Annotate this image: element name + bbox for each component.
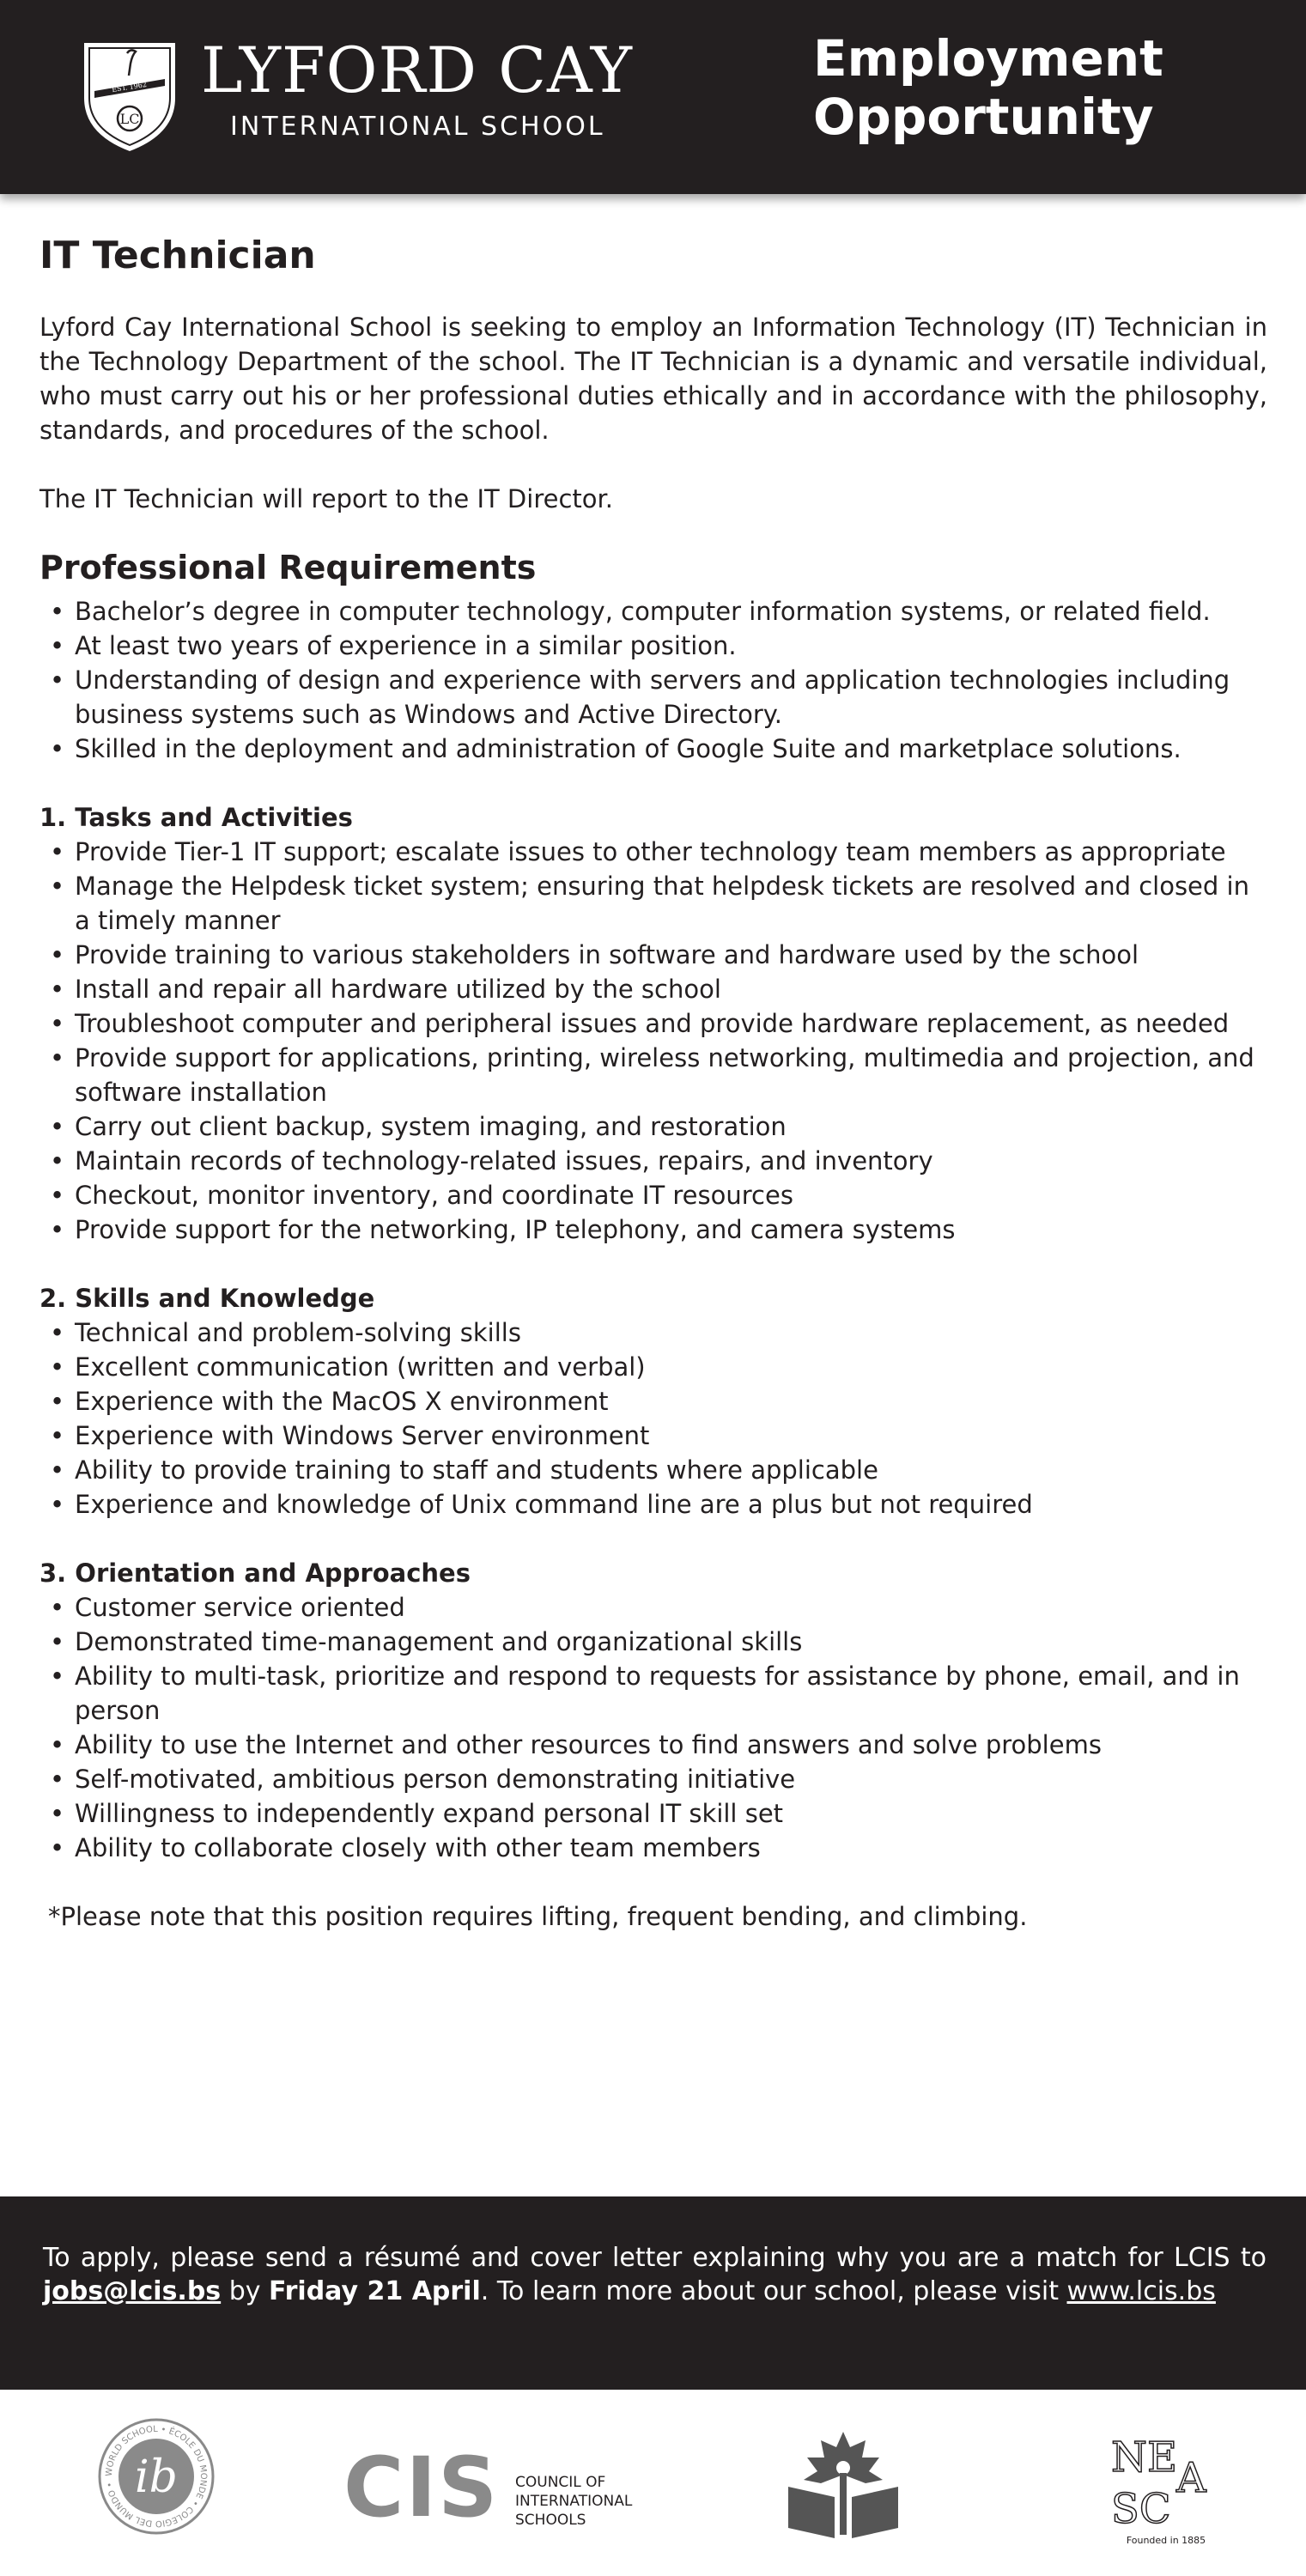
- list-item: • Ability to use the Internet and other resources to find answers and solve problems: [46, 1728, 1267, 1762]
- list-item: • Willingness to independently expand personal IT skill set: [46, 1796, 1267, 1831]
- list-item: • Checkout, monitor inventory, and coordinate IT resources: [46, 1178, 1267, 1212]
- list-item: • Provide training to various stakeholders in software and hardware used by the school: [46, 938, 1267, 972]
- school-name: LYFORD CAY: [201, 34, 633, 107]
- job-title: IT Technician: [39, 234, 316, 277]
- ib-ring-text: WORLD SCHOOL • ÉCOLE DU MONDE • COLEGIO DEL MUNDO •: [104, 2424, 209, 2529]
- deadline: Friday 21 April: [269, 2276, 481, 2306]
- crest-monogram: LC: [119, 111, 140, 127]
- list-item: • Provide Tier-1 IT support; escalate issues to other technology team members as appropriate: [46, 835, 1267, 869]
- job-description: [39, 234, 1267, 1934]
- requirements-heading: Professional Requirements: [39, 548, 537, 586]
- list-item: • Experience with the MacOS X environment: [46, 1384, 1267, 1419]
- skills-list: [39, 1315, 1267, 1522]
- apply-text-part2: by: [221, 2276, 270, 2306]
- email-link[interactable]: jobs@lcis.bs: [43, 2276, 222, 2306]
- list-item: • Customer service oriented: [46, 1590, 1267, 1625]
- header-title: [813, 29, 1260, 147]
- header-title-line1: Employment: [813, 29, 1163, 88]
- list-item: • Experience and knowledge of Unix command line are a plus but not required: [46, 1487, 1267, 1522]
- neasc-founded-text: Founded in 1885: [1126, 2535, 1206, 2546]
- cis-text-line3: SCHOOLS: [515, 2512, 586, 2529]
- intro-paragraph: Lyford Cay International School is seeking to employ an Information Technology (IT) Technician in the Technology Department of the school. The IT Technician is a dynamic and versatile individual, who must carry out his or her professional duties ethically and in accordance with the philosophy, standards, and procedures of the school.: [39, 312, 1267, 445]
- list-item: • Understanding of design and experience with servers and application technologies including business systems such as Windows and Active Directory.: [46, 663, 1267, 732]
- ib-world-school-logo: [96, 2416, 216, 2537]
- neasc-a-letter: A: [1176, 2454, 1206, 2502]
- header-banner: [0, 0, 1306, 194]
- neasc-logo: [1106, 2421, 1226, 2550]
- tasks-heading: 1. Tasks and Activities: [39, 803, 353, 833]
- tree-book-logo: [783, 2423, 903, 2543]
- skills-heading: 2. Skills and Knowledge: [39, 1284, 375, 1314]
- apply-text: [43, 2241, 1267, 2308]
- crest-est-text: EST. 1962: [111, 80, 148, 94]
- list-item: • Maintain records of technology-related issues, repairs, and inventory: [46, 1144, 1267, 1178]
- apply-text-part1: To apply, please send a résumé and cover letter explaining why you are a match for LCIS to: [43, 2243, 1267, 2273]
- list-item: • Carry out client backup, system imaging, and restoration: [46, 1109, 1267, 1144]
- cis-text-line2: INTERNATIONAL: [515, 2493, 633, 2510]
- list-item: • Provide support for applications, printing, wireless networking, multimedia and projection, and software installation: [46, 1041, 1267, 1109]
- list-item: • Ability to collaborate closely with other team members: [46, 1831, 1267, 1865]
- header-title-line2: Opportunity: [813, 88, 1154, 147]
- list-item: • Troubleshoot computer and peripheral issues and provide hardware replacement, as needed: [46, 1006, 1267, 1041]
- apply-banner: [0, 2196, 1306, 2390]
- school-crest-logo: [79, 38, 180, 155]
- website-link[interactable]: www.lcis.bs: [1066, 2276, 1216, 2306]
- list-item: • Self-motivated, ambitious person demonstrating initiative: [46, 1762, 1267, 1796]
- list-item: • At least two years of experience in a similar position.: [46, 629, 1267, 663]
- apply-text-part3: . To learn more about our school, please visit: [480, 2276, 1067, 2306]
- list-item: • Experience with Windows Server environment: [46, 1419, 1267, 1453]
- tasks-list: [39, 835, 1267, 1247]
- list-item: • Bachelor’s degree in computer technology, computer information systems, or related field.: [46, 594, 1267, 629]
- list-item: • Ability to provide training to staff and students where applicable: [46, 1453, 1267, 1487]
- neasc-top-letters: NE: [1111, 2433, 1178, 2482]
- orientation-list: [39, 1590, 1267, 1865]
- reports-to-paragraph: The IT Technician will report to the IT Director.: [39, 483, 613, 513]
- list-item: • Excellent communication (written and verbal): [46, 1350, 1267, 1384]
- neasc-bottom-letters: SC: [1111, 2485, 1171, 2533]
- requirements-list: [39, 594, 1267, 766]
- ib-letters: ib: [135, 2451, 178, 2503]
- physical-requirements-note: *Please note that this position requires lifting, frequent bending, and climbing.: [48, 1902, 1028, 1932]
- school-subtitle: INTERNATIONAL SCHOOL: [230, 112, 605, 142]
- cis-letters: CIS: [343, 2447, 500, 2536]
- list-item: • Skilled in the deployment and administration of Google Suite and marketplace solutions.: [46, 732, 1267, 766]
- list-item: • Install and repair all hardware utilized by the school: [46, 972, 1267, 1006]
- accreditation-logos: [0, 2404, 1306, 2576]
- cis-text-line1: COUNCIL OF: [515, 2474, 606, 2491]
- cis-logo: [343, 2447, 653, 2542]
- orientation-heading: 3. Orientation and Approaches: [39, 1558, 471, 1589]
- list-item: • Demonstrated time-management and organizational skills: [46, 1625, 1267, 1659]
- list-item: • Manage the Helpdesk ticket system; ensuring that helpdesk tickets are resolved and closed in a timely manner: [46, 869, 1267, 938]
- list-item: • Technical and problem-solving skills: [46, 1315, 1267, 1350]
- list-item: • Provide support for the networking, IP telephony, and camera systems: [46, 1212, 1267, 1247]
- list-item: • Ability to multi-task, prioritize and respond to requests for assistance by phone, email, and in person: [46, 1659, 1267, 1728]
